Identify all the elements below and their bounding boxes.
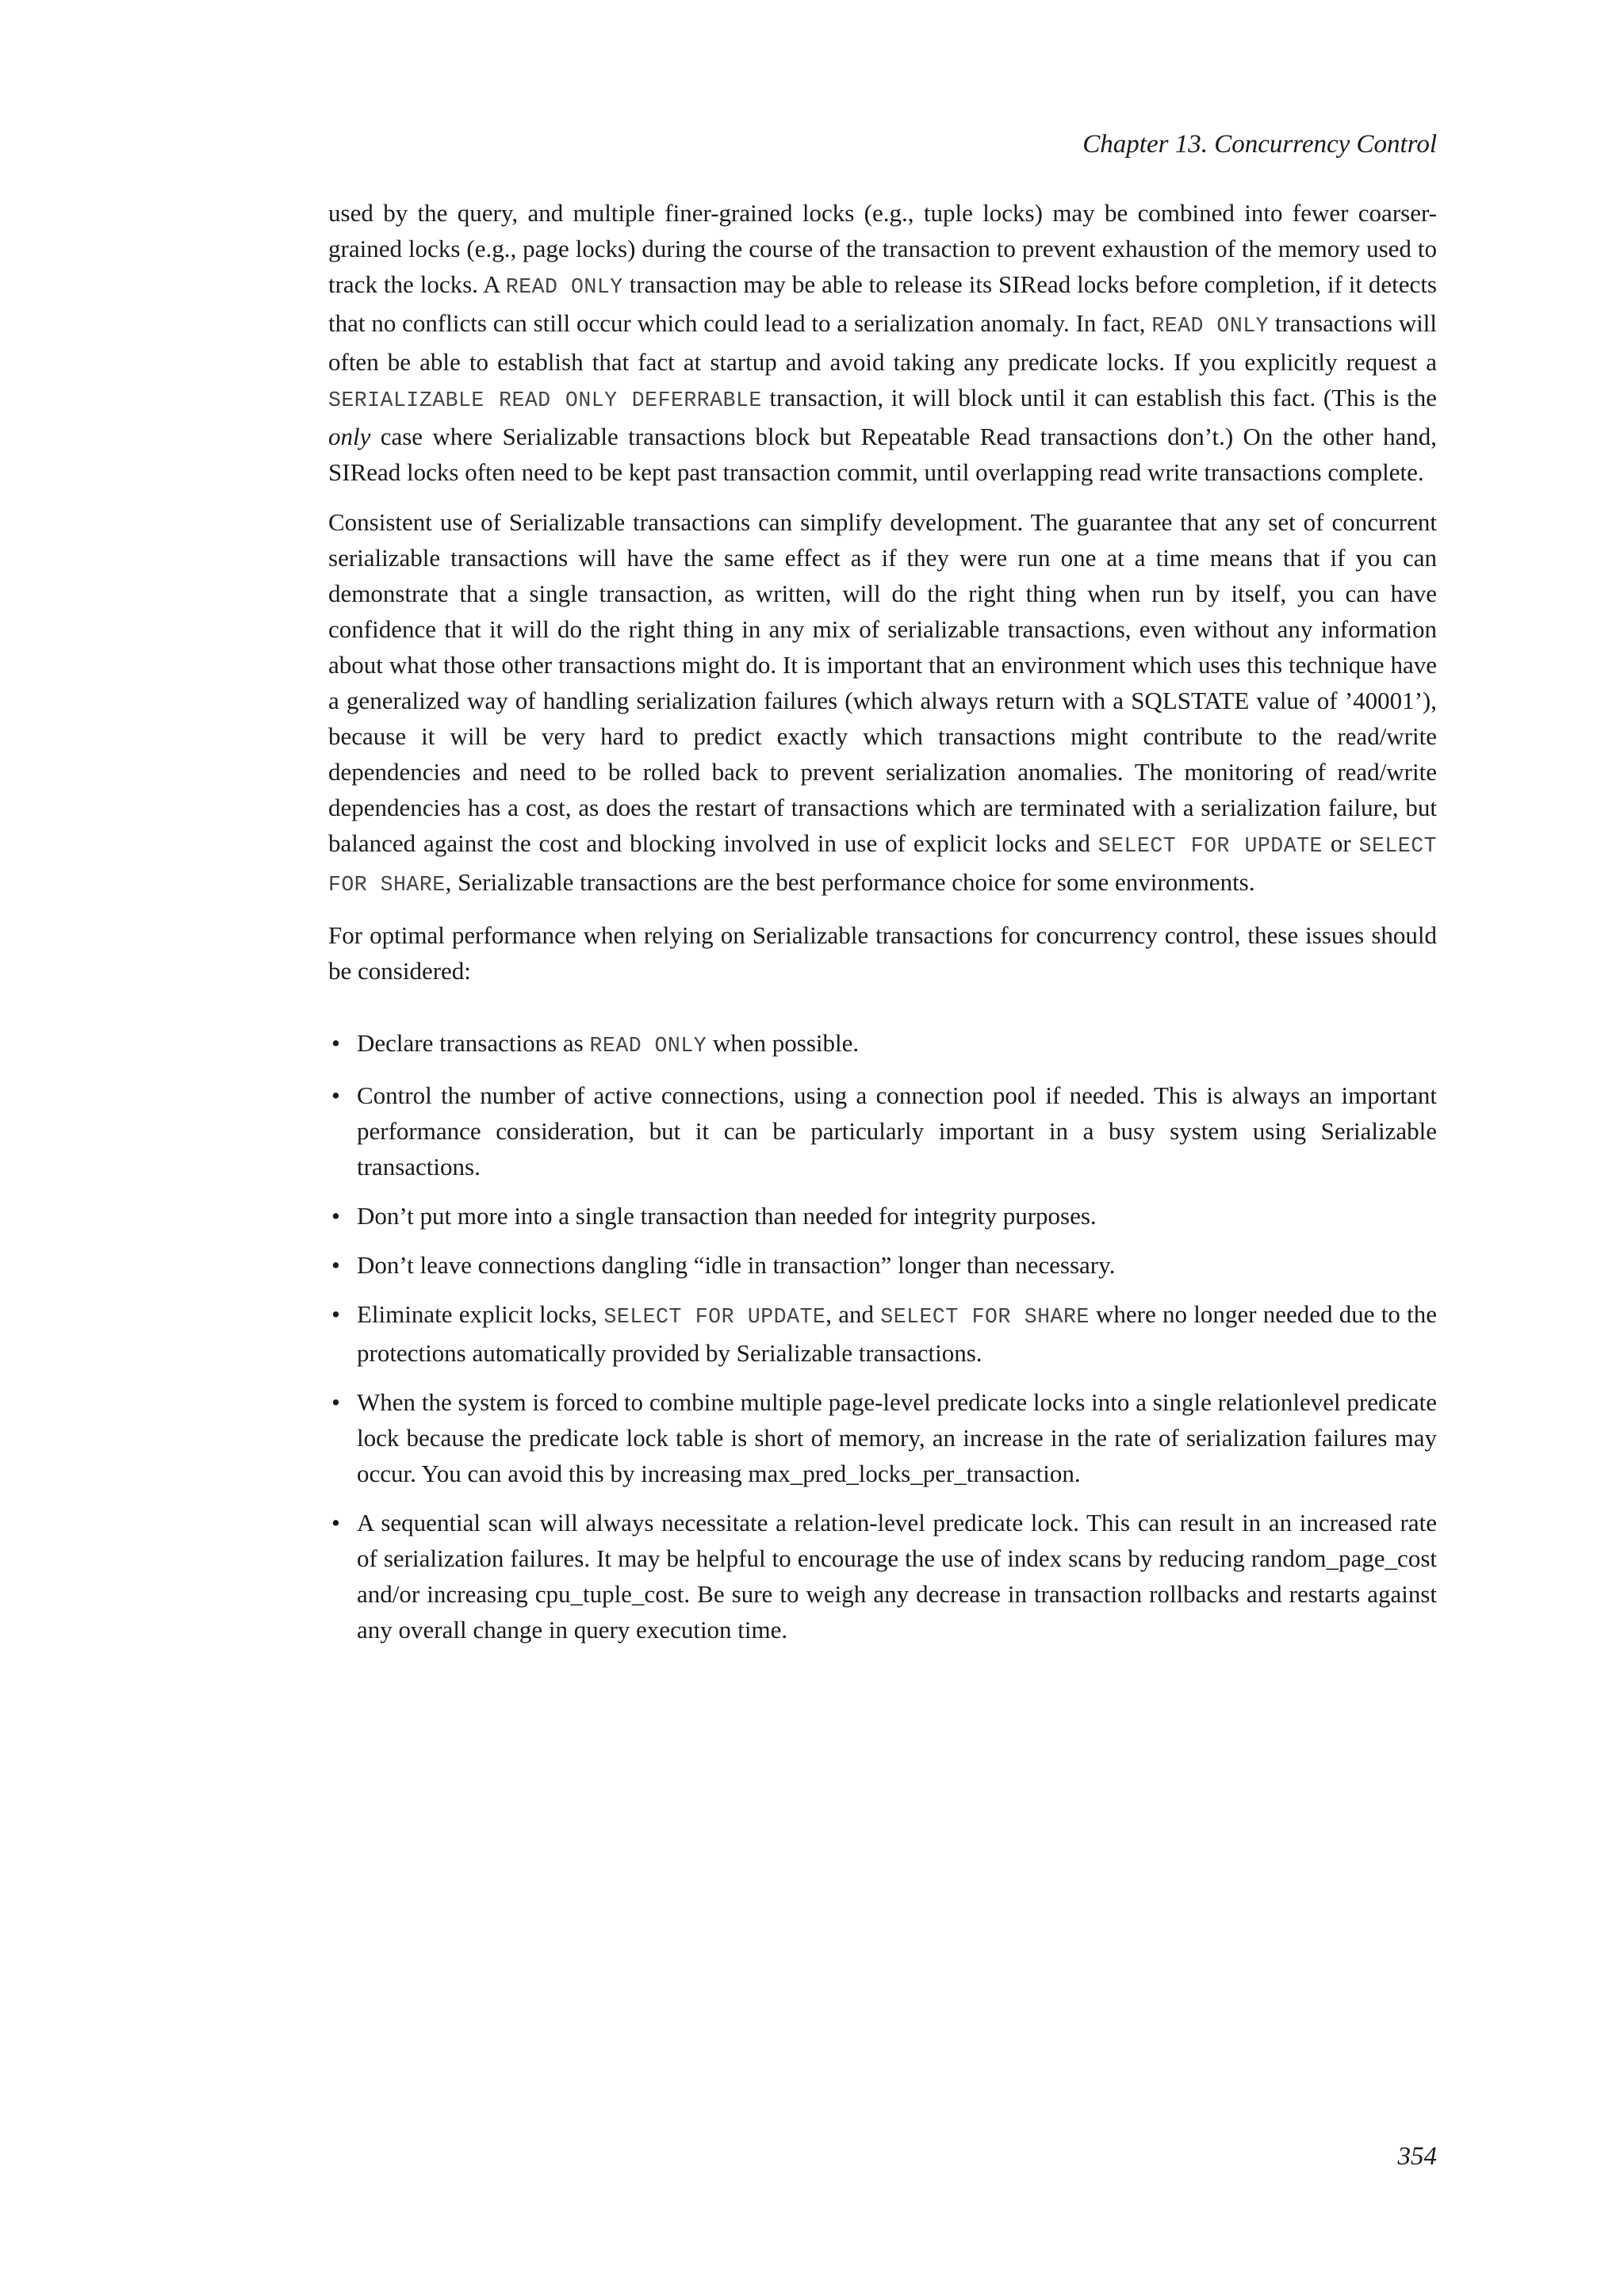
code-literal: SELECT FOR SHARE <box>880 1305 1090 1329</box>
code-literal: SELECT FOR UPDATE <box>1097 834 1323 858</box>
bullet-marker: • <box>331 1509 340 1536</box>
emphasis: only <box>328 423 371 450</box>
considerations-list <box>328 1025 1437 1647</box>
text-run: Don’t put more into a single transaction than needed for integrity purposes. <box>357 1202 1097 1230</box>
text-run: Eliminate explicit locks, <box>357 1300 604 1328</box>
bullet-marker: • <box>331 1081 340 1109</box>
list-item <box>328 1025 1437 1064</box>
code-literal: READ ONLY <box>505 275 623 299</box>
text-run: where no longer needed due to the protections automatically provided by Serializable transactions. <box>357 1300 1437 1367</box>
code-literal: SELECT FOR SHARE <box>328 834 1437 897</box>
code-literal: READ ONLY <box>1151 314 1270 338</box>
text-run: transaction may be able to release its SIRead locks before completion, if it detects that no conflicts can still occur which could lead to a serialization anomaly. In fact, <box>328 270 1437 337</box>
paragraph-serializable-locks <box>328 195 1437 490</box>
bullet-marker: • <box>331 1300 340 1328</box>
bullet-marker: • <box>331 1251 340 1279</box>
text-run: When the system is forced to combine multiple page-level predicate locks into a single relationlevel predicate lock because the predicate lock table is short of memory, an increase in the rate of serialization failures may occur. You can avoid this by increasing max_pred_locks_per_transaction. <box>357 1388 1437 1487</box>
text-run: , Serializable transactions are the best performance choice for some environments. <box>445 868 1255 896</box>
bullet-marker: • <box>331 1388 340 1416</box>
list-item <box>328 1198 1437 1234</box>
running-header: Chapter 13. Concurrency Control <box>1082 130 1437 159</box>
paragraph-optimal-performance <box>328 917 1437 989</box>
text-run: transactions will often be able to establish that fact at startup and avoid taking any predicate locks. If you explicitly request a <box>328 309 1437 376</box>
code-literal: SELECT FOR UPDATE <box>603 1305 826 1329</box>
text-run: For optimal performance when relying on Serializable transactions for concurrency control, these issues should be considered: <box>328 921 1437 985</box>
text-run: transaction, it will block until it can establish this fact. (This is the <box>761 384 1437 411</box>
text-run: used by the query, and multiple finer-grained locks (e.g., tuple locks) may be combined into fewer coarser-grained locks (e.g., page locks) during the course of the transaction to prevent exhaustion of the memory used to track the locks. A <box>328 199 1437 298</box>
page-number: 354 <box>1397 2142 1437 2171</box>
text-run: Control the number of active connections, using a connection pool if needed. This is always an important performance consideration, but it can be particularly important in a busy system using Serializable transactions. <box>357 1081 1437 1181</box>
text-run: when possible. <box>707 1029 860 1057</box>
text-run: case where Serializable transactions block but Repeatable Read transactions don’t.) On the other hand, SIRead locks often need to be kept past transaction commit, until overlapping read write transactions complete. <box>328 423 1437 486</box>
body-text <box>328 195 1437 1661</box>
text-run: Don’t leave connections dangling “idle in transaction” longer than necessary. <box>357 1251 1116 1279</box>
list-item <box>328 1505 1437 1647</box>
text-run: , and <box>825 1300 881 1328</box>
bullet-marker: • <box>331 1202 340 1230</box>
text-run: Consistent use of Serializable transactions can simplify development. The guarantee that any set of concurrent serializable transactions will have the same effect as if they were run one at a time means that if you can demonstrate that a single transaction, as written, will do the right thing when run by itself, you can have confidence that it will do the right thing in any mix of serializable transactions, even without any information about what those other transactions might do. It is important that an environment which uses this technique have a generalized way of handling serialization failures (which always return with a SQLSTATE value of ’40001’), because it will be very hard to predict exactly which transactions might contribute to the read/write dependencies and need to be rolled back to prevent serialization anomalies. The monitoring of read/write dependencies has a cost, as does the restart of transactions which are terminated with a serialization failure, but balanced against the cost and blocking involved in use of explicit locks and <box>328 508 1437 857</box>
list-item <box>328 1296 1437 1371</box>
text-run: Declare transactions as <box>357 1029 590 1057</box>
list-item <box>328 1384 1437 1491</box>
text-run: A sequential scan will always necessitate a relation-level predicate lock. This can result in an increased rate of serialization failures. It may be helpful to encourage the use of index scans by reducing random_page_cost and/or increasing cpu_tuple_cost. Be sure to weigh any decrease in transaction rollbacks and restarts against any overall change in query execution time. <box>357 1509 1437 1644</box>
paragraph-consistent-use <box>328 504 1437 903</box>
list-item <box>328 1247 1437 1283</box>
code-literal: READ ONLY <box>589 1034 707 1058</box>
list-item <box>328 1077 1437 1184</box>
bullet-marker: • <box>331 1029 340 1057</box>
text-run: or <box>1322 829 1359 857</box>
code-literal: SERIALIZABLE READ ONLY DEFERRABLE <box>328 388 762 412</box>
